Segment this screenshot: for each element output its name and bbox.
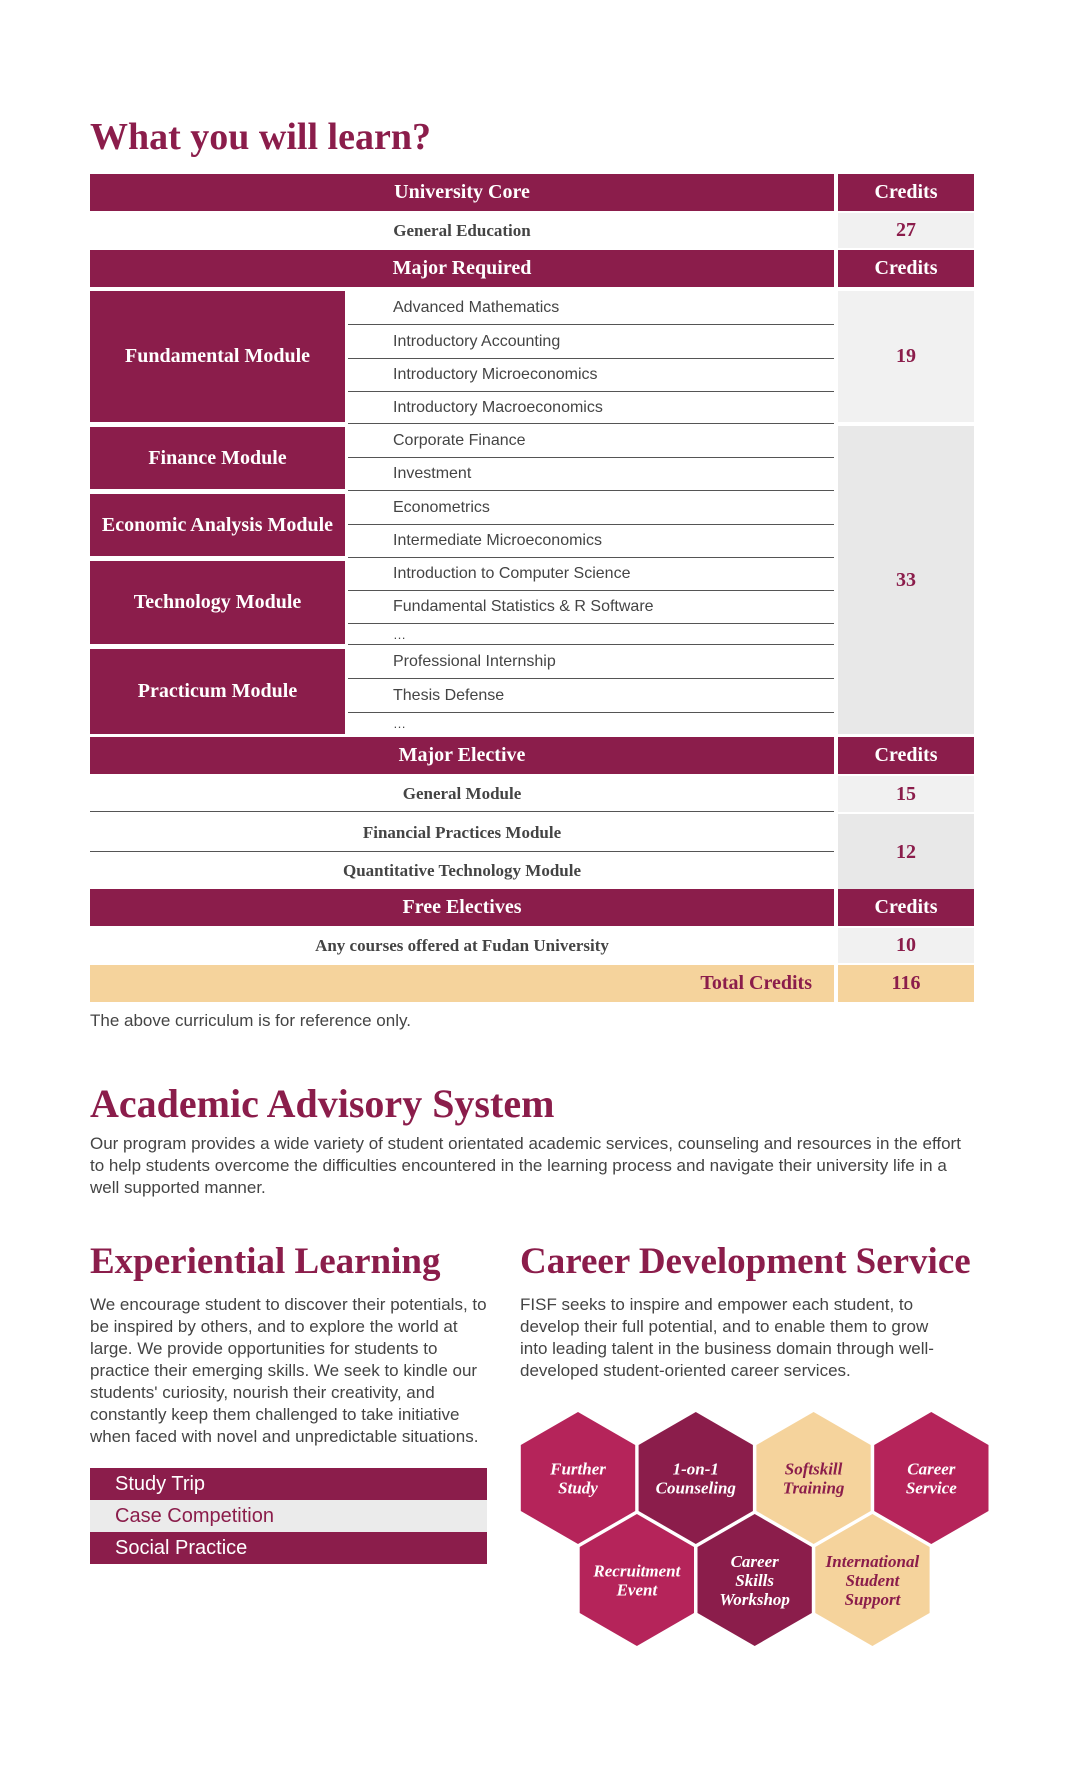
general-module-credits: 15 [838, 776, 974, 812]
hexagon-label: Career Service [905, 1459, 957, 1498]
course-item: Introduction to Computer Science [348, 558, 834, 591]
free-electives-row: Any courses offered at Fudan University [315, 935, 609, 955]
course-item: Advanced Mathematics [348, 291, 834, 325]
course-item: Econometrics [348, 491, 834, 525]
fundamental-module: Fundamental Module [90, 291, 345, 422]
university-core-header: University Core [90, 174, 834, 211]
list-item-case-competition: Case Competition [90, 1500, 487, 1532]
career-hexagons [500, 1400, 1020, 1660]
course-item-ellipsis: … [348, 624, 834, 645]
practicum-module: Practicum Module [90, 649, 345, 734]
hexagon-label: Further Study [550, 1459, 606, 1498]
curriculum-note: The above curriculum is for reference only. [90, 1011, 411, 1030]
advisory-title: Academic Advisory System [90, 1081, 555, 1126]
course-item: Introductory Microeconomics [348, 359, 834, 392]
course-item: Thesis Defense [348, 679, 834, 713]
course-item: Introductory Accounting [348, 325, 834, 359]
course-item: Introductory Macroeconomics [348, 392, 834, 424]
finance-module: Finance Module [90, 427, 345, 489]
experiential-title: Experiential Learning [90, 1241, 441, 1282]
economic-analysis-module: Economic Analysis Module [90, 494, 345, 556]
hex-further-study [521, 1412, 635, 1544]
total-credits-label: Total Credits [90, 965, 834, 1002]
course-item: Intermediate Microeconomics [348, 525, 834, 558]
general-education-credits: 27 [838, 213, 974, 248]
hex-softskill-training [756, 1412, 870, 1544]
list-item-study-trip: Study Trip [90, 1468, 487, 1500]
major-required-header: Major Required [90, 250, 834, 287]
course-item: Corporate Finance [348, 424, 834, 458]
total-credits-value: 116 [838, 965, 974, 1002]
course-item: Fundamental Statistics & R Software [348, 591, 834, 624]
general-module-row: General Module [90, 776, 834, 812]
credits-header-free: Credits [838, 889, 974, 926]
hexagon-label: Recruitment Event [593, 1561, 681, 1600]
free-electives-credits: 10 [838, 928, 974, 963]
hex-recruitment-event [580, 1514, 694, 1646]
hexagon-label: 1-on-1 Counseling [655, 1459, 736, 1498]
hexagon-label: Softskill Training [782, 1459, 845, 1498]
general-education-row: General Education [393, 220, 531, 240]
hexagon-label: Career Skills Workshop [719, 1552, 790, 1609]
learn-title: What you will learn? [90, 116, 431, 158]
credits-header-elective: Credits [838, 737, 974, 774]
course-item: Investment [348, 458, 834, 491]
credits-header-core: Credits [838, 174, 974, 211]
hex-international-student-support [815, 1514, 929, 1646]
hexagon-label: International Student Support [825, 1552, 920, 1609]
free-electives-header: Free Electives [90, 889, 834, 926]
course-item: Professional Internship [348, 645, 834, 679]
financial-practices-row: Financial Practices Module [90, 814, 834, 852]
modules-credits: 33 [838, 426, 974, 734]
advisory-text: Our program provides a wide variety of student orientated academic services, counseling and resources in the effort to help students overcome the difficulties encountered in the learning process and navigate their university life in a well supported manner. [90, 1134, 961, 1197]
major-elective-header: Major Elective [90, 737, 834, 774]
hex-counseling [639, 1412, 753, 1544]
experiential-text: We encourage student to discover their potentials, to be inspired by others, and to explore the world at large. We provide opportunities for students to practice their emerging skills. We seek to kindle our students' curiosity, nourish their creativity, and constantly keep them challenged to take initiative when faced with novel and unpredictable situations. [90, 1295, 487, 1446]
quantitative-technology-row: Quantitative Technology Module [342, 861, 582, 880]
career-title: Career Development Service [520, 1241, 971, 1282]
career-text: FISF seeks to inspire and empower each student, to develop their full potential, and to enable them to grow into leading talent in the business domain through well-developed student-oriented career services. [520, 1295, 934, 1380]
course-item-ellipsis: … [393, 716, 406, 731]
list-item-social-practice: Social Practice [90, 1532, 487, 1564]
technology-module: Technology Module [90, 561, 345, 644]
hex-career-service [874, 1412, 988, 1544]
hex-career-skills-workshop [698, 1514, 812, 1646]
other-elective-credits: 12 [838, 814, 974, 890]
fundamental-credits: 19 [838, 291, 974, 422]
credits-header-major: Credits [838, 250, 974, 287]
